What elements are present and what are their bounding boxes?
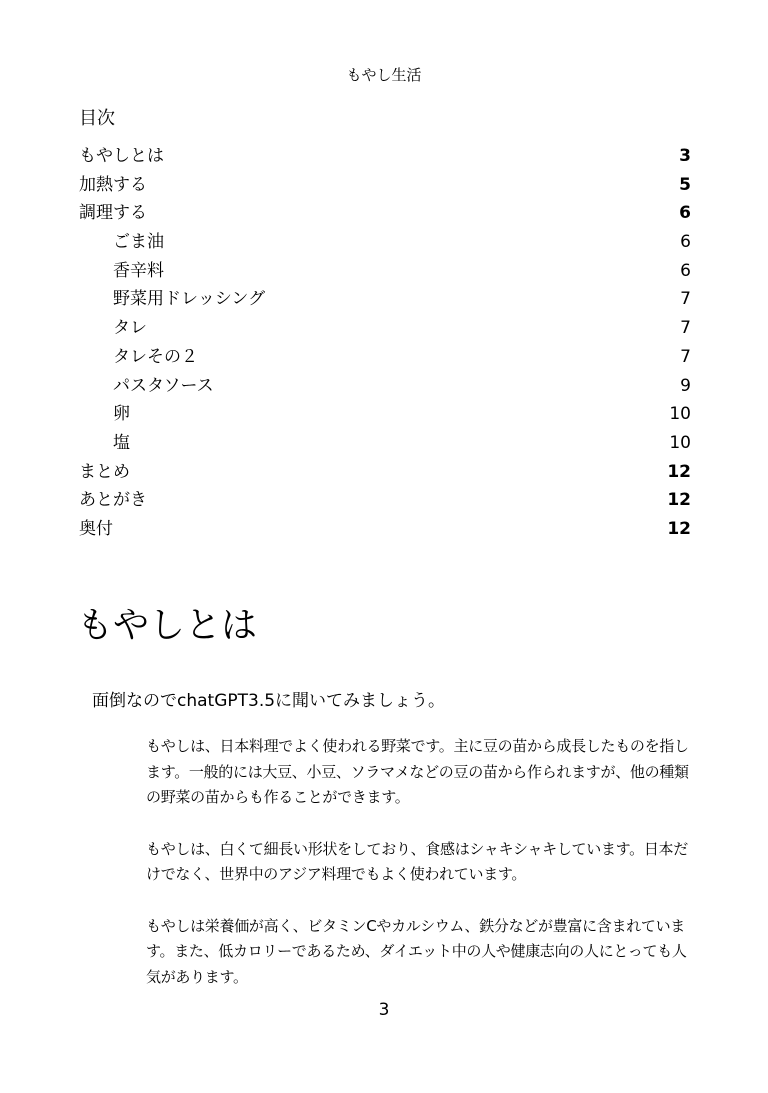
toc-entry-page: 6: [680, 232, 691, 253]
toc-entry-label: 調理する: [79, 203, 147, 224]
toc-entry-page: 6: [679, 203, 691, 224]
toc-entry-page: 3: [679, 146, 691, 166]
toc-entry-page: 10: [669, 432, 691, 453]
toc-entry-page: 12: [667, 518, 691, 539]
toc-entry-page: 7: [680, 346, 691, 367]
toc-subentry[interactable]: [79, 285, 691, 314]
toc-entry[interactable]: [79, 458, 691, 487]
toc-entry-label: 野菜用ドレッシング: [113, 289, 266, 310]
page-number: 3: [378, 1000, 390, 1020]
toc-entry-label: 塩: [113, 432, 130, 453]
toc-entry-label: パスタソース: [113, 375, 214, 396]
toc-subentry[interactable]: [79, 228, 691, 257]
toc-entry-label: ごま油: [113, 232, 164, 253]
answer-paragraph: もやしは、白くて細長い形状をしており、食感はシャキシャキしています。日本だけでなく、世界中のアジア料理でもよく使われています。: [146, 839, 688, 883]
toc-subentry[interactable]: [79, 314, 691, 343]
toc-entry-label: 加熱する: [79, 174, 147, 195]
quoted-answer: [146, 734, 694, 1016]
toc-entry-label: タレ: [113, 318, 147, 339]
toc-entry[interactable]: [79, 171, 691, 200]
toc-subentry[interactable]: [79, 257, 691, 286]
toc-subentry[interactable]: [79, 372, 691, 401]
toc-entry-label: まとめ: [79, 461, 130, 482]
toc-entry-label: もやしとは: [79, 146, 164, 166]
toc-entry[interactable]: [79, 515, 691, 544]
toc-entry-page: 10: [669, 404, 691, 425]
toc-entry-label: 香辛料: [113, 260, 164, 281]
toc-entry[interactable]: [79, 142, 691, 171]
toc-entry-label: あとがき: [79, 490, 147, 511]
toc-entry-page: 7: [680, 318, 691, 339]
answer-paragraph: もやしは栄養価が高く、ビタミンCやカルシウム、鉄分などが豊富に含まれています。また、低カロリーであるため、ダイエット中の人や健康志向の人にとっても人気があります。: [146, 916, 687, 986]
toc-title: 目次: [79, 108, 115, 129]
toc-entry[interactable]: [79, 486, 691, 515]
toc-subentry[interactable]: [79, 400, 691, 429]
table-of-contents: [79, 142, 691, 544]
answer-paragraph: もやしは、日本料理でよく使われる野菜です。主に豆の苗から成長したものを指します。一般的には大豆、小豆、ソラマメなどの豆の苗から作られますが、他の種類の野菜の苗からも作ることができます。: [146, 737, 689, 806]
toc-subentry[interactable]: [79, 429, 691, 458]
toc-entry-label: タレその２: [113, 346, 198, 367]
toc-subentry[interactable]: [79, 343, 691, 372]
intro-text: 面倒なのでchatGPT3.5に聞いてみましょう。: [92, 691, 446, 711]
toc-entry-page: 12: [667, 490, 691, 511]
toc-entry-page: 9: [680, 375, 691, 396]
section-heading: もやしとは: [77, 605, 258, 646]
toc-entry[interactable]: [79, 199, 691, 228]
toc-entry-label: 卵: [113, 404, 130, 425]
toc-entry-page: 5: [679, 174, 691, 195]
toc-entry-page: 7: [680, 289, 691, 310]
toc-entry-page: 6: [680, 260, 691, 281]
running-header: もやし生活: [346, 66, 422, 84]
toc-entry-label: 奥付: [79, 518, 113, 539]
toc-entry-page: 12: [667, 461, 691, 482]
